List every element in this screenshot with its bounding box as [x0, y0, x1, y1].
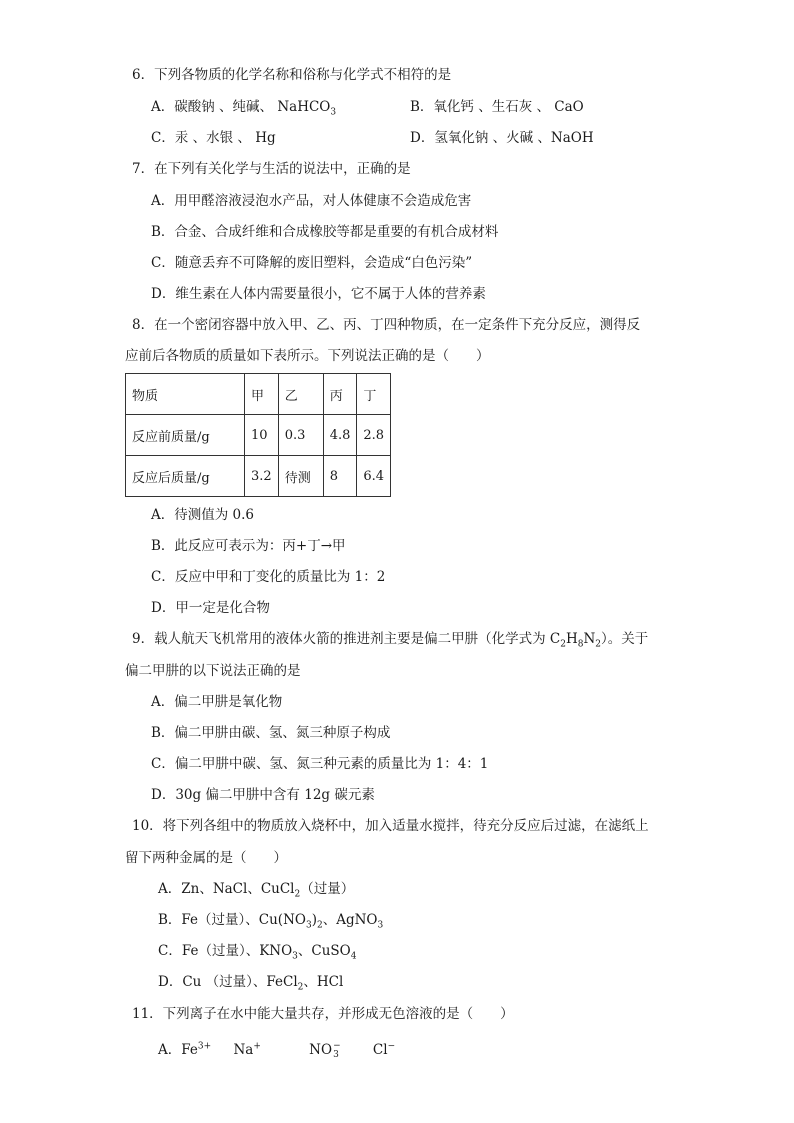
- question-8-option-a: A．待测值为 0.6: [151, 507, 255, 523]
- question-6-stem: 6．下列各物质的化学名称和俗称与化学式不相符的是: [132, 67, 452, 83]
- option-text: 、HCl: [303, 974, 344, 990]
- subscript: 3: [305, 920, 312, 931]
- subscript: 2: [297, 982, 304, 993]
- table-cell: 丙: [323, 374, 357, 415]
- superscript: 3+: [197, 1041, 212, 1052]
- question-7-option-a: A．用甲醛溶液浸泡水产品，对人体健康不会造成危害: [151, 193, 472, 209]
- subscript: 2: [294, 889, 301, 900]
- question-11-stem: 11．下列离子在水中能大量共存，并形成无色溶液的是（ ）: [132, 1006, 514, 1022]
- question-11-option-a: [158, 1041, 395, 1060]
- question-9-option-d: D．30g 偏二甲肼中含有 12g 碳元素: [151, 787, 375, 803]
- question-10-option-d: [158, 973, 343, 991]
- table-cell: 8: [323, 456, 357, 497]
- table-cell: 待测: [278, 456, 323, 497]
- option-text: （过量）: [300, 881, 355, 897]
- option-text: A．Zn、NaCl、CuCl: [158, 881, 295, 897]
- ion-charge-stack: [333, 1042, 341, 1060]
- subscript: 2: [316, 920, 323, 931]
- subscript: 4: [350, 951, 357, 962]
- option-text: ): [311, 912, 317, 928]
- question-6-option-d: D．氢氧化钠 、火碱 、NaOH: [410, 130, 594, 146]
- option-text: A．碳酸钠 、纯碱、 NaHCO: [151, 99, 331, 115]
- subscript: 3: [292, 951, 298, 962]
- question-9-option-b: B．偏二甲肼由碳、氢、氮三种原子构成: [151, 725, 391, 741]
- question-8-option-c: C．反应中甲和丁变化的质量比为 1：2: [151, 569, 386, 585]
- table-cell: 物质: [126, 374, 245, 415]
- subscript: 3: [377, 920, 384, 931]
- stem-text: 9．载人航天飞机常用的液体火箭的推进剂主要是偏二甲肼（化学式为 C: [132, 631, 561, 647]
- option-text: D．Cu （过量）、FeCl: [158, 974, 298, 990]
- table-header-row: [126, 374, 391, 415]
- ion: NO: [309, 1042, 333, 1058]
- question-10-option-c: [158, 942, 356, 960]
- table-cell: 10: [245, 415, 279, 456]
- formula-element: H: [565, 631, 578, 647]
- table-cell: 2.8: [357, 415, 391, 456]
- superscript: −: [387, 1041, 396, 1052]
- ion: Cl: [372, 1042, 388, 1058]
- subscript: 8: [577, 639, 584, 650]
- table-cell: 4.8: [323, 415, 357, 456]
- question-7-option-b: B．合金、合成纤维和合成橡胶等都是重要的有机合成材料: [151, 224, 499, 240]
- subscript: 2: [595, 639, 602, 650]
- subscript: 3: [330, 107, 337, 118]
- question-8-option-d: D．甲一定是化合物: [151, 600, 270, 616]
- table-cell: 反应前质量/g: [126, 415, 245, 456]
- table-cell: 0.3: [278, 415, 323, 456]
- question-9-stem-line-2: 偏二甲肼的以下说法正确的是: [125, 663, 301, 679]
- table-cell: 丁: [357, 374, 391, 415]
- table-cell: 反应后质量/g: [126, 456, 245, 497]
- table-cell: 甲: [245, 374, 279, 415]
- question-7-option-d: D．维生素在人体内需要量很小，它不属于人体的营养素: [151, 286, 486, 302]
- table-row: [126, 456, 391, 497]
- question-9-option-a: A．偏二甲肼是氧化物: [151, 694, 283, 710]
- question-10-option-a: [158, 880, 354, 898]
- question-6-option-a: [151, 98, 336, 116]
- option-text: 、CuSO: [297, 943, 351, 959]
- question-7-stem: 7．在下列有关化学与生活的说法中，正确的是: [132, 161, 411, 177]
- question-6-option-b: B．氧化钙 、生石灰 、 CaO: [410, 99, 584, 115]
- table-row: [126, 415, 391, 456]
- formula-element: N: [583, 631, 596, 647]
- superscript: +: [253, 1041, 261, 1052]
- mass-table: [125, 373, 391, 497]
- question-7-option-c: C．随意丢弃不可降解的废旧塑料，会造成“白色污染”: [151, 255, 473, 271]
- ion-label: A．Fe: [158, 1042, 198, 1058]
- question-10-option-b: [158, 911, 383, 929]
- table-cell: 乙: [278, 374, 323, 415]
- ion: Na: [233, 1042, 254, 1058]
- option-text: C．Fe（过量）、KNO: [158, 943, 293, 959]
- option-text: 、AgNO: [322, 912, 378, 928]
- question-9-option-c: C．偏二甲肼中碳、氢、氮三种元素的质量比为 1：4：1: [151, 756, 489, 772]
- stem-text: ）。关于: [601, 631, 649, 647]
- question-8-option-b: B．此反应可表示为：丙+丁→甲: [151, 538, 346, 554]
- question-10-stem-line-2: 留下两种金属的是（ ）: [125, 850, 287, 866]
- table-cell: 6.4: [357, 456, 391, 497]
- question-10-stem-line-1: 10．将下列各组中的物质放入烧杯中，加入适量水搅拌，待充分反应后过滤，在滤纸上: [132, 818, 649, 834]
- question-8-stem-line-1: 8．在一个密闭容器中放入甲、乙、丙、丁四种物质，在一定条件下充分反应，测得反: [132, 317, 641, 333]
- question-6-option-c: C．汞 、水银 、 Hg: [151, 130, 276, 146]
- question-8-stem-line-2: 应前后各物质的质量如下表所示。下列说法正确的是（ ）: [125, 348, 490, 364]
- option-text: B．Fe（过量）、Cu(NO: [158, 912, 306, 928]
- subscript: 3: [333, 1049, 339, 1060]
- subscript: 2: [560, 639, 566, 650]
- question-9-stem-line-1: [132, 630, 648, 648]
- table-cell: 3.2: [245, 456, 279, 497]
- superscript: −: [333, 1040, 341, 1051]
